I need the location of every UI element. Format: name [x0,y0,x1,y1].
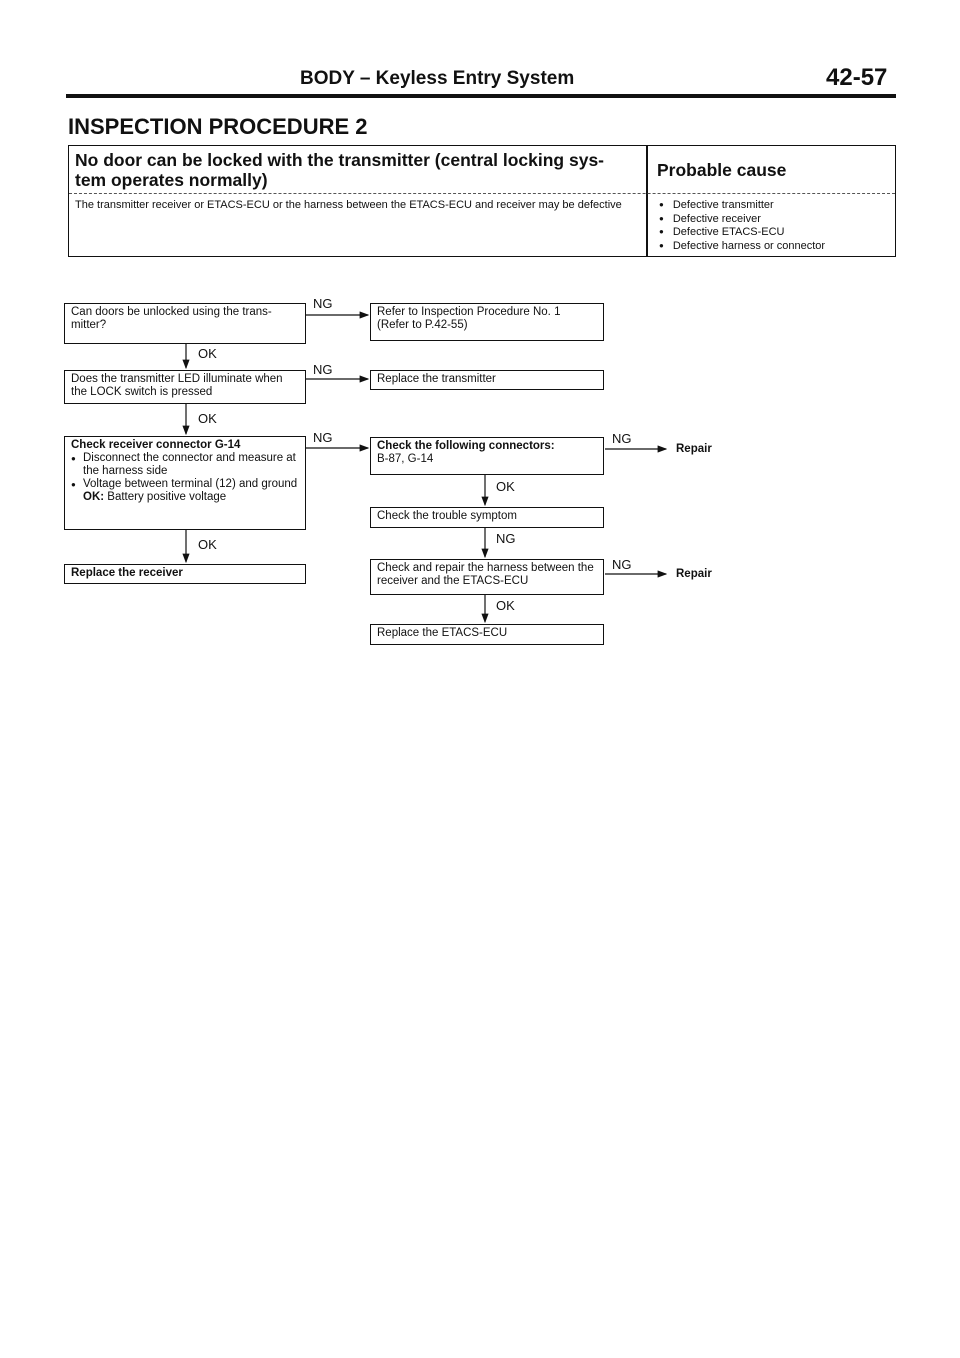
step-text: Replace the transmitter [377,373,496,385]
step-text: Replace the receiver [71,567,183,579]
cause-item: ● Defective ETACS-ECU [659,226,825,240]
connector-list: B-87, G-14 [377,453,434,465]
ok-label: OK [198,411,217,426]
step-replace-receiver [64,564,306,584]
step-text: Can doors be unlocked using the trans- mitter? [71,306,272,331]
instruction-item: ● Disconnect the connector and measure at the harness side [71,452,299,478]
ok-label: OK [198,537,217,552]
ok-criterion [71,491,299,504]
ng-label: NG [612,431,632,446]
ng-label: NG [313,362,333,377]
ok-label: OK [496,598,515,613]
step-reference: (Refer to P.42-55) [377,319,468,331]
step-text: Replace the ETACS-ECU [377,627,508,639]
step-text: Does the transmitter LED illuminate when the LOCK switch is pressed [71,373,283,398]
probable-cause-heading: Probable cause [657,160,787,180]
section-title: INSPECTION PROCEDURE 2 [68,114,368,139]
ok-criterion-label: OK: [83,491,105,503]
step-check-trouble-symptom [370,507,604,528]
instruction-item: ● Voltage between terminal (12) and ground [71,478,299,491]
step-instructions [71,452,299,491]
step-replace-etacs-ecu [370,624,604,645]
step-text: Refer to Inspection Procedure No. 1 [377,306,561,318]
repair-label: Repair [676,443,712,455]
step-heading: Check receiver connector G-14 [71,439,241,451]
page-number: 42-57 [826,64,888,91]
cause-item: ● Defective receiver [659,213,825,227]
step-unlock-check [64,303,306,344]
page-header-title: BODY – Keyless Entry System [300,68,575,89]
ng-label: NG [313,296,333,311]
step-text: Check the trouble symptom [377,510,517,522]
step-repair-harness [370,559,604,595]
step-text: Check and repair the harness between the receiver and the ETACS-ECU [377,562,594,587]
ng-label: NG [612,557,632,572]
step-check-receiver-connector [64,436,306,530]
step-replace-transmitter [370,370,604,390]
ok-label: OK [496,479,515,494]
trouble-description: The transmitter receiver or ETACS-ECU or the harness between the ETACS-ECU and receiver may be defective [75,199,622,211]
ng-label: NG [313,430,333,445]
trouble-symptom: No door can be locked with the transmitter (central locking sys- tem operates normally) [75,150,604,190]
repair-label: Repair [676,568,712,580]
cause-item: ● Defective harness or connector [659,240,825,254]
step-led-check [64,370,306,404]
ng-label: NG [496,531,516,546]
step-check-connectors [370,437,604,475]
cause-item: ● Defective transmitter [659,199,825,213]
step-refer-procedure [370,303,604,341]
ok-criterion-value: Battery positive voltage [107,491,227,503]
step-heading: Check the following connectors: [377,440,555,452]
ok-label: OK [198,346,217,361]
